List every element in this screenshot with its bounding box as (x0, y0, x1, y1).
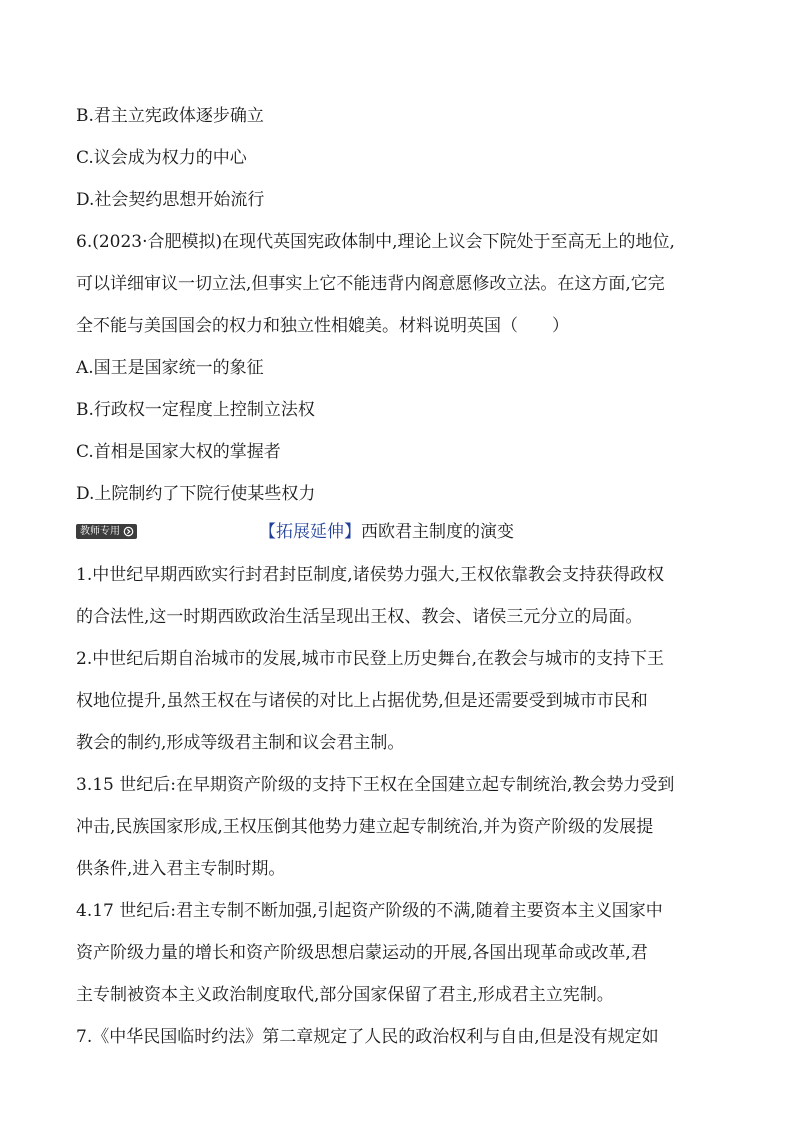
extension-title-text: 西欧君主制度的演变 (361, 522, 514, 542)
extension-header (76, 519, 726, 545)
circle-arrow-icon (123, 526, 134, 537)
extension-item-2-line-2: 权地位提升,虽然王权在与诸侯的对比上占据优势,但是还需要受到城市市民和 (76, 691, 648, 711)
extension-item-2-line-1: 2.中世纪后期自治城市的发展,城市市民登上历史舞台,在教会与城市的支持下王 (76, 649, 665, 669)
option-d-prev: D.社会契约思想开始流行 (76, 190, 265, 210)
teacher-only-badge (76, 524, 137, 539)
option-c-prev: C.议会成为权力的中心 (76, 148, 247, 168)
extension-item-1-line-2: 的合法性,这一时期西欧政治生活呈现出王权、教会、诸侯三元分立的局面。 (76, 607, 643, 627)
question-6-option-a: A.国王是国家统一的象征 (76, 358, 264, 378)
question-6-line-2: 可以详细审议一切立法,但事实上它不能违背内阁意愿修改立法。在这方面,它完 (76, 274, 665, 294)
extension-title (259, 519, 514, 545)
question-6-line-1: 6.(2023·合肥模拟)在现代英国宪政体制中,理论上议会下院处于至高无上的地位, (76, 232, 675, 252)
option-b-prev: B.君主立宪政体逐步确立 (76, 106, 264, 126)
teacher-only-badge-label: 教师专用 (80, 526, 120, 537)
question-6-line-3: 全不能与美国国会的权力和独立性相媲美。材料说明英国（ ） (76, 316, 569, 336)
question-6-option-b: B.行政权一定程度上控制立法权 (76, 400, 315, 420)
extension-item-3-line-1: 3.15 世纪后:在早期资产阶级的支持下王权在全国建立起专制统治,教会势力受到 (76, 775, 675, 795)
question-7-line-1: 7.《中华民国临时约法》第二章规定了人民的政治权利与自由,但是没有规定如 (76, 1027, 659, 1047)
extension-item-3-line-2: 冲击,民族国家形成,王权压倒其他势力建立起专制统治,并为资产阶级的发展提 (76, 817, 654, 837)
extension-item-4-line-2: 资产阶级力量的增长和资产阶级思想启蒙运动的开展,各国出现革命或改革,君 (76, 943, 648, 963)
extension-item-3-line-3: 供条件,进入君主专制时期。 (76, 859, 286, 879)
question-6-option-d: D.上院制约了下院行使某些权力 (76, 484, 316, 504)
extension-item-2-line-3: 教会的制约,形成等级君主制和议会君主制。 (76, 733, 405, 753)
extension-bracket-label: 【拓展延伸】 (259, 522, 361, 542)
extension-item-4-line-3: 主专制被资本主义政治制度取代,部分国家保留了君主,形成君主立宪制。 (76, 985, 614, 1005)
extension-item-1-line-1: 1.中世纪早期西欧实行封君封臣制度,诸侯势力强大,王权依靠教会支持获得政权 (76, 565, 665, 585)
question-6-option-c: C.首相是国家大权的掌握者 (76, 442, 281, 462)
extension-item-4-line-1: 4.17 世纪后:君主专制不断加强,引起资产阶级的不满,随着主要资本主义国家中 (76, 901, 663, 921)
